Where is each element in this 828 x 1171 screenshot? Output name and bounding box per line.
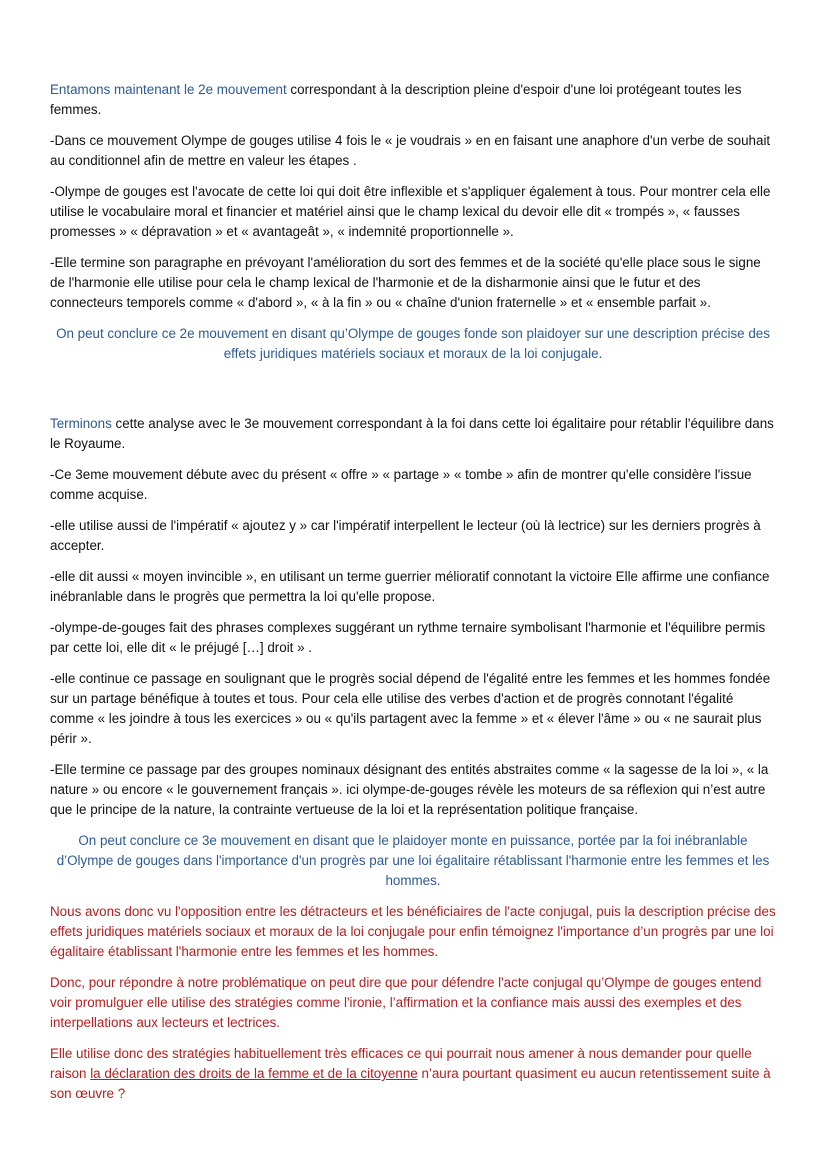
underlined-title: la déclaration des droits de la femme et de la citoyenne — [90, 1066, 418, 1081]
section3-paragraph-5: -elle continue ce passage en soulignant que le progrès social dépend de l'égalité entre les femmes et les hommes fondée sur un partage bénéfique à toutes et tous. Pour cela elle utilise des verbes d'action et de progrès connotant l'égalité comme « les joindre à tous les exercices » ou « qu'ils partagent avec la femme » et « élever l'âme » ou « ne saurait plus périr ». — [50, 671, 771, 746]
section3-intro-highlight: Terminons — [50, 416, 112, 431]
final-paragraph-2: Donc, pour répondre à notre problématique on peut dire que pour défendre l'acte conjugal qu’Olympe de gouges entend voir promulguer elle utilise des stratégies comme l'ironie, l’affirmation et la confiance mais aussi des exemples et des interpellations aux lecteurs et lectrices. — [50, 975, 762, 1030]
section3-paragraph-1: -Ce 3eme mouvement débute avec du présent « offre » « partage » « tombe » afin de montrer qu'elle considère l'issue comme acquise. — [50, 467, 752, 502]
section3-paragraph-2: -elle utilise aussi de l'impératif « ajoutez y » car l'impératif interpellent le lecteur (où là lectrice) sur les derniers progrès à accepter. — [50, 518, 761, 553]
final-question — [50, 1044, 776, 1104]
final-question-end: n’aura pourtant quasiment eu aucun retentissement suite à son œuvre ? — [50, 1066, 771, 1101]
section3-paragraph-3: -elle dit aussi « moyen invincible », en utilisant un terme guerrier mélioratif connotant la victoire Elle affirme une confiance inébranlable dans le progrès que permettra la loi qu'elle propose. — [50, 569, 770, 604]
section3-intro-rest: cette analyse avec le 3e mouvement correspondant à la foi dans cette loi égalitaire pour rétablir l'équilibre dans le Royaume. — [50, 416, 774, 451]
section-gap — [50, 375, 776, 414]
section3-intro — [50, 414, 776, 454]
section2-intro-highlight: Entamons maintenant le 2e mouvement — [50, 82, 287, 97]
section3-paragraph-6: -Elle termine ce passage par des groupes nominaux désignant des entités abstraites comme « la sagesse de la loi », « la nature » ou encore « le gouvernement français ». ici olympe-de-gouges révèle les moteurs de sa réflexion qui n’est autre que le principe de la nature, la contrainte vertueuse de la loi et la représentation politique française. — [50, 762, 769, 817]
section3-conclusion: On peut conclure ce 3e mouvement en disant que le plaidoyer monte en puissance, portée par la foi inébranlable d’Olympe de gouges dans l'importance d'un progrès par une loi égalitaire rétablissant l'harmonie entre les femmes et les hommes. — [56, 833, 770, 888]
section2-conclusion: On peut conclure ce 2e mouvement en disant qu’Olympe de gouges fonde son plaidoyer sur une description précise des effets juridiques matériels sociaux et moraux de la loi conjugale. — [56, 326, 770, 361]
section2-paragraph-2: -Olympe de gouges est l'avocate de cette loi qui doit être inflexible et s'appliquer également à tous. Pour montrer cela elle utilise le vocabulaire moral et financier et matériel ainsi que le champ lexical du devoir elle dit « trompés », « fausses promesses » « dépravation » et « avantageât », « indemnité proportionnelle ». — [50, 184, 771, 239]
final-paragraph-1: Nous avons donc vu l'opposition entre les détracteurs et les bénéficiaires de l'acte conjugal, puis la description précise des effets juridiques matériels sociaux et moraux de la loi conjugale pour enfin témoignez l'importance d’un progrès par une loi égalitaire établissant l'harmonie entre les femmes et les hommes. — [50, 904, 776, 959]
section2-intro — [50, 80, 776, 120]
section2-intro-rest: correspondant à la description pleine d'espoir d'une loi protégeant toutes les femmes. — [50, 82, 742, 117]
section3-paragraph-4: -olympe-de-gouges fait des phrases complexes suggérant un rythme ternaire symbolisant l'harmonie et l'équilibre permis par cette loi, elle dit « le préjugé […] droit » . — [50, 620, 766, 655]
section2-paragraph-1: -Dans ce mouvement Olympe de gouges utilise 4 fois le « je voudrais » en en faisant une anaphore d'un verbe de souhait au conditionnel afin de mettre en valeur les étapes . — [50, 133, 771, 168]
final-question-start: Elle utilise donc des stratégies habituellement très efficaces ce qui pourrait nous amener à nous demander pour quelle raison — [50, 1046, 752, 1081]
section2-paragraph-3: -Elle termine son paragraphe en prévoyant l'amélioration du sort des femmes et de la société qu'elle place sous le signe de l'harmonie elle utilise pour cela le champ lexical de l'harmonie et de la disharmonie ainsi que le futur et des connecteurs temporels comme « d'abord », « à la fin » ou « chaîne d'union fraternelle » et « ensemble parfait ». — [50, 255, 761, 310]
